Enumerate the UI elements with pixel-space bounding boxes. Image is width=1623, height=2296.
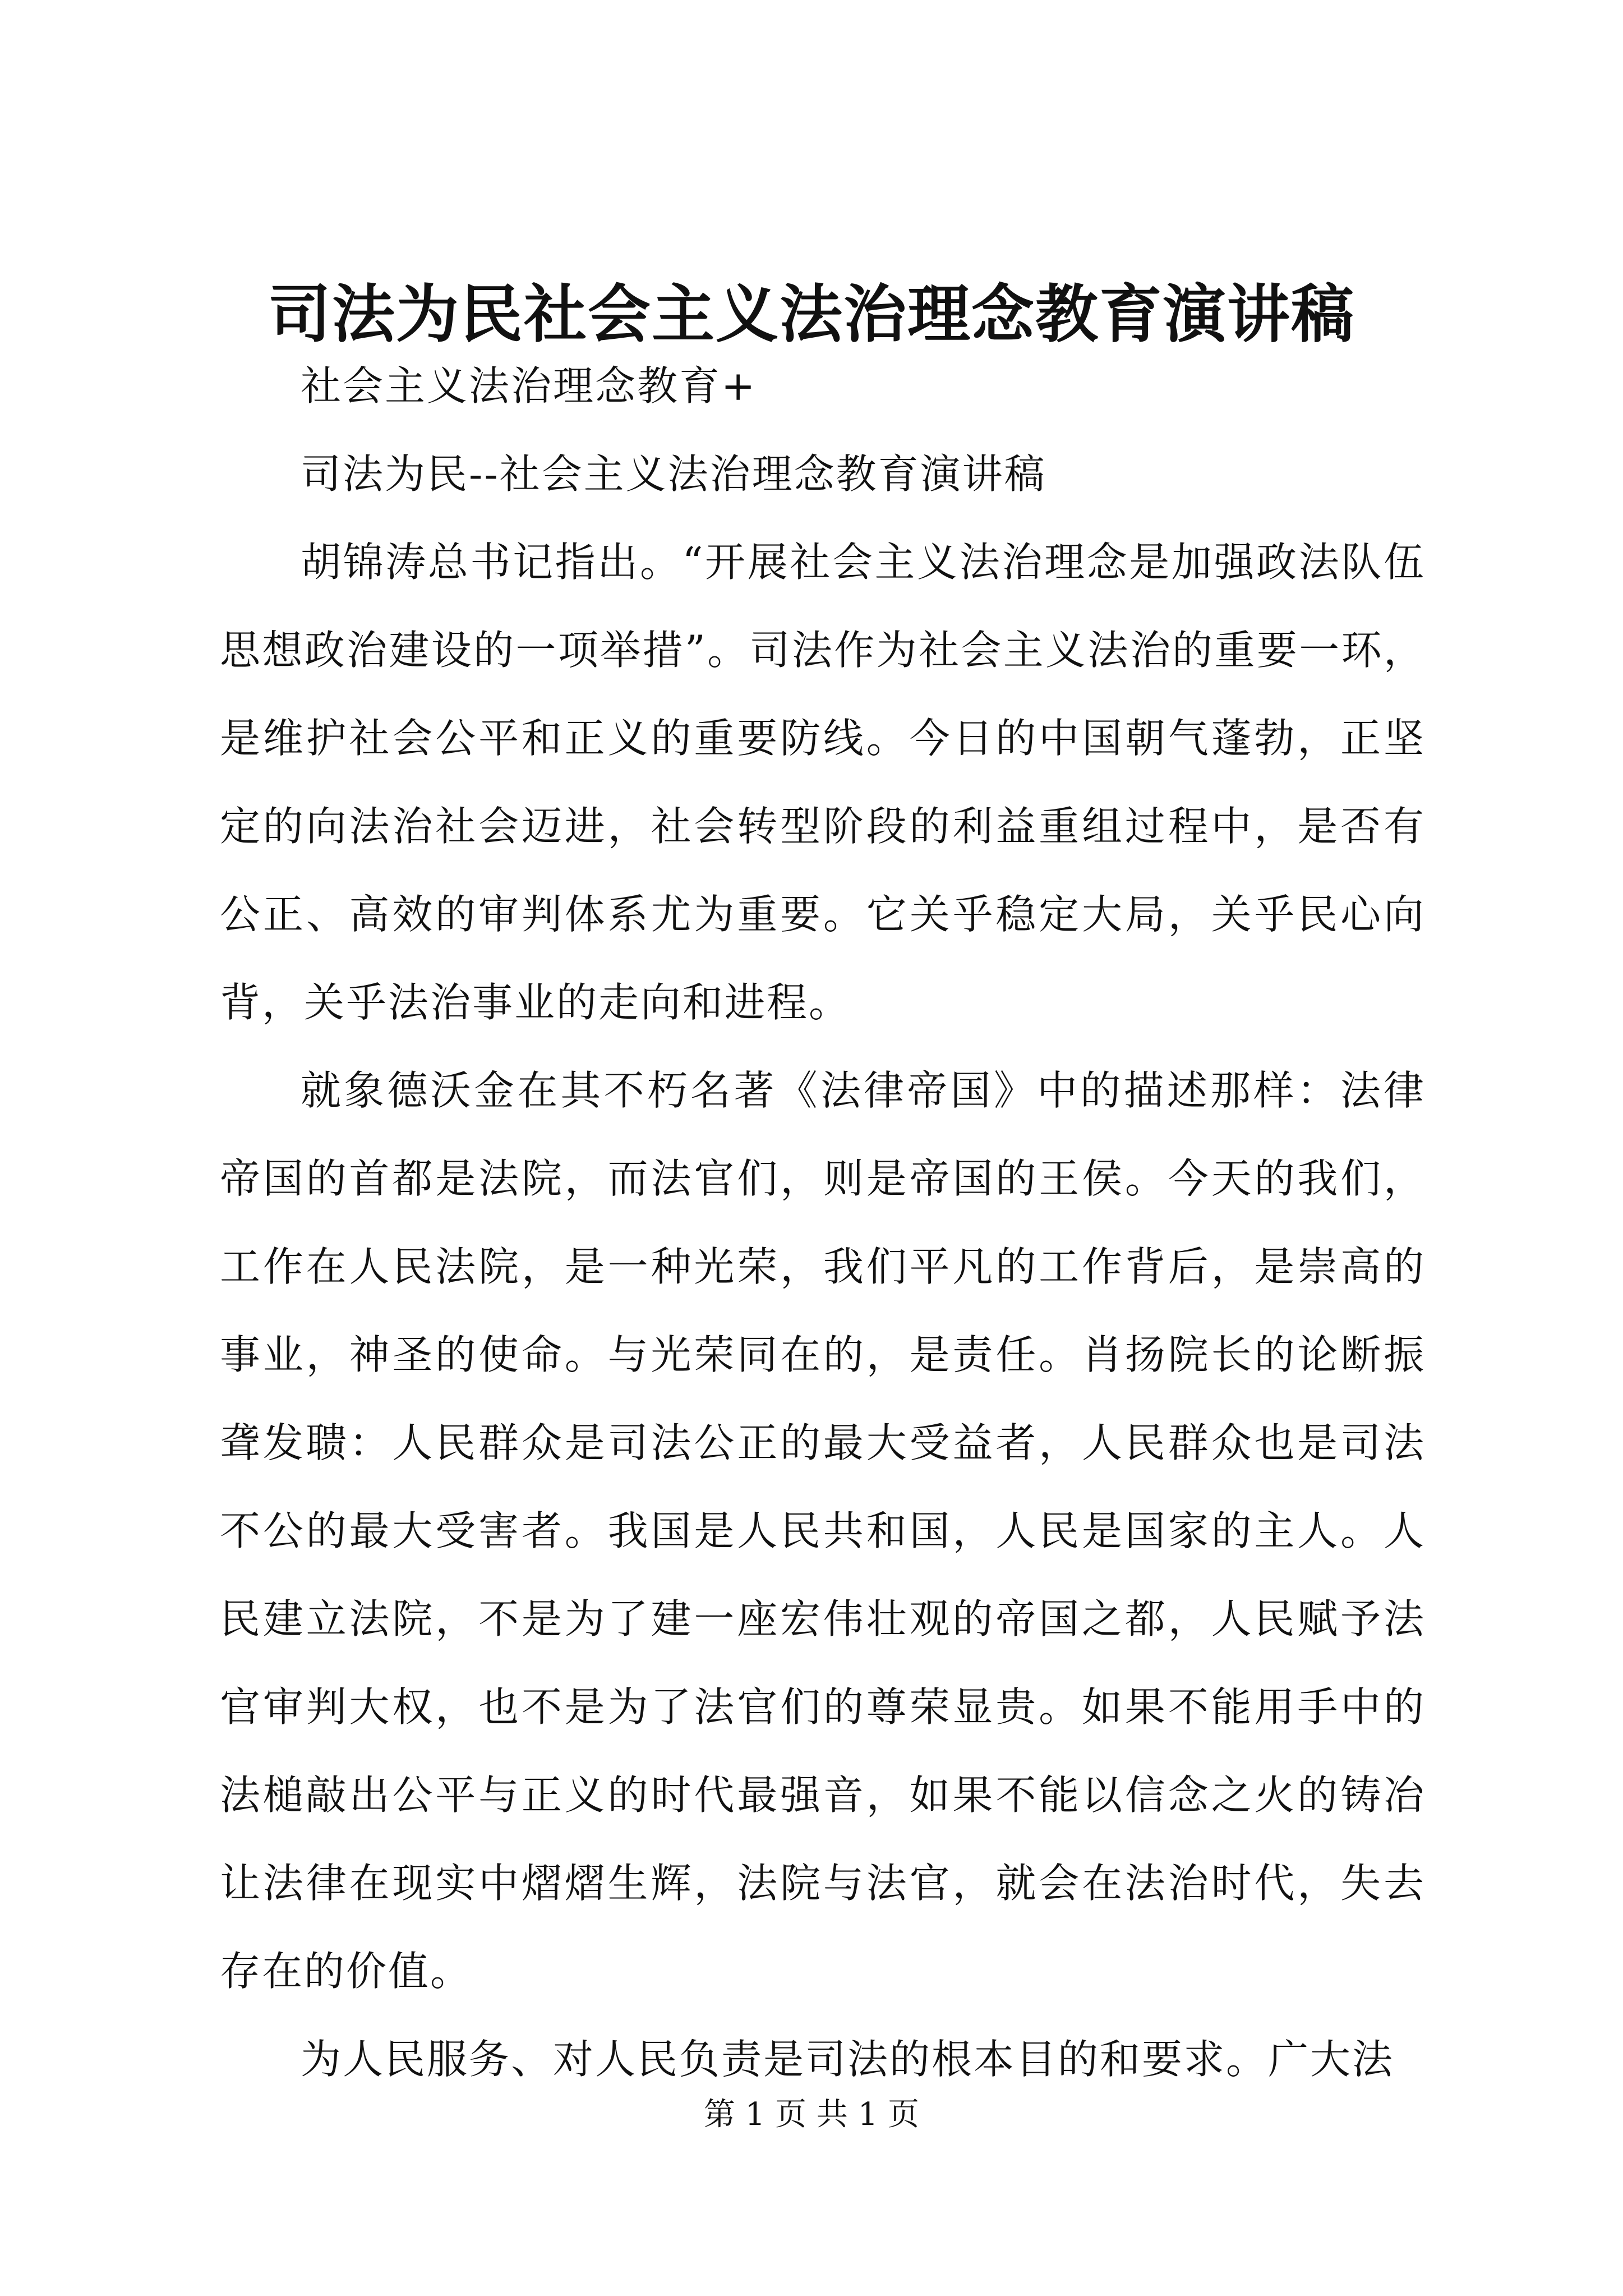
document-title: 司法为民社会主义法治理念教育演讲稿: [268, 278, 1355, 351]
paragraph: 胡锦涛总书记指出。“开展社会主义法治理念是加强政法队伍思想政治建设的一项举措”。司法作为社会主义法治的重要一环，是维护社会公平和正义的重要防线。今日的中国朝气蓬勃，正坚定的向法治社会迈进，社会转型阶段的利益重组过程中，是否有公正、高效的审判体系尤为重要。它关乎稳定大局，关乎民心向背，关乎法治事业的走向和进程。: [220, 539, 1426, 1026]
paragraph: 就象德沃金在其不朽名著《法律帝国》中的描述那样：法律帝国的首都是法院，而法官们，则是帝国的王侯。今天的我们，工作在人民法院，是一种光荣，我们平凡的工作背后，是崇高的事业，神圣的使命。与光荣同在的，是责任。肖扬院长的论断振聋发聩：人民群众是司法公正的最大受益者，人民群众也是司法不公的最大受害者。我国是人民共和国，人民是国家的主人。人民建立法院，不是为了建一座宏伟壮观的帝国之都，人民赋予法官审判大权，也不是为了法官们的尊荣显贵。如果不能用手中的法槌敲出公平与正义的时代最强音，如果不能以信念之火的铸冶让法律在现实中熠熠生辉，法院与法官，就会在法治时代，失去存在的价值。: [220, 1067, 1426, 1995]
paragraph: 为人民服务、对人民负责是司法的根本目的和要求。广大法: [301, 2036, 1395, 2083]
page-footer: 第 1 页 共 1 页: [703, 2096, 920, 2133]
paragraph: 社会主义法治理念教育+: [301, 362, 757, 409]
paragraph: 司法为民--社会主义法治理念教育演讲稿: [301, 450, 1046, 498]
document-body: [220, 342, 1426, 2104]
